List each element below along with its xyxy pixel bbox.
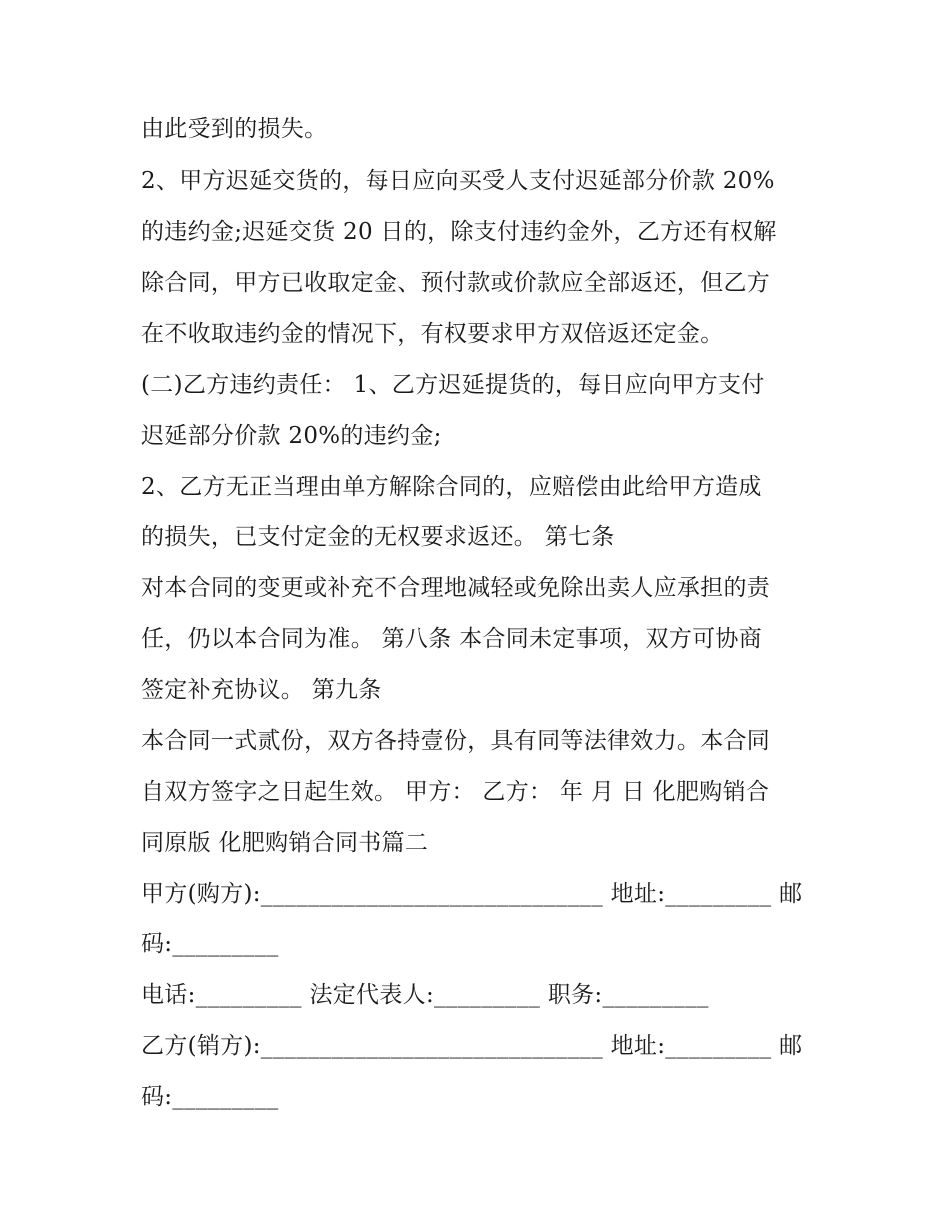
text-line: 在不收取违约金的情况下，有权要求甲方双倍返还定金。 xyxy=(141,321,724,347)
text-line: (二)乙方违约责任： 1、乙方迟延提货的，每日应向甲方支付 xyxy=(141,372,765,398)
form-field-line: 码:_________ xyxy=(141,931,279,957)
text-line: 迟延部分价款 20%的违约金; xyxy=(141,423,442,449)
text-line: 任，仍以本合同为准。 第八条 本合同未定事项，双方可协商 xyxy=(141,626,763,652)
text-line: 2、乙方无正当理由单方解除合同的，应赔偿由此给甲方造成 xyxy=(141,474,762,500)
text-line: 除合同，甲方已收取定金、预付款或价款应全部返还，但乙方 xyxy=(141,270,771,296)
form-field-line: 乙方(销方):_____________________________ 地址:_________ 邮 xyxy=(141,1033,803,1059)
text-line: 的损失，已支付定金的无权要求返还。 第七条 xyxy=(141,524,615,550)
text-line: 本合同一式贰份，双方各持壹份，具有同等法律效力。本合同 xyxy=(141,728,771,754)
form-field-line: 电话:_________ 法定代表人:_________ 职务:_________ xyxy=(141,982,709,1008)
text-line: 的违约金;迟延交货 20 日的，除支付违约金外，乙方还有权解 xyxy=(141,219,777,245)
text-line: 签定补充协议。 第九条 xyxy=(141,677,382,703)
text-line: 2、甲方迟延交货的，每日应向买受人支付迟延部分价款 20% xyxy=(141,168,775,194)
text-line: 同原版 化肥购销合同书篇二 xyxy=(141,830,429,856)
form-field-line: 甲方(购方):_____________________________ 地址:_________ 邮 xyxy=(141,881,803,907)
text-line: 由此受到的损失。 xyxy=(141,116,328,142)
text-line: 对本合同的变更或补充不合理地减轻或免除出卖人应承担的责 xyxy=(141,575,771,601)
text-line: 自双方签字之日起生效。 甲方： 乙方： 年 月 日 化肥购销合 xyxy=(141,779,770,805)
form-field-line: 码:_________ xyxy=(141,1084,279,1110)
